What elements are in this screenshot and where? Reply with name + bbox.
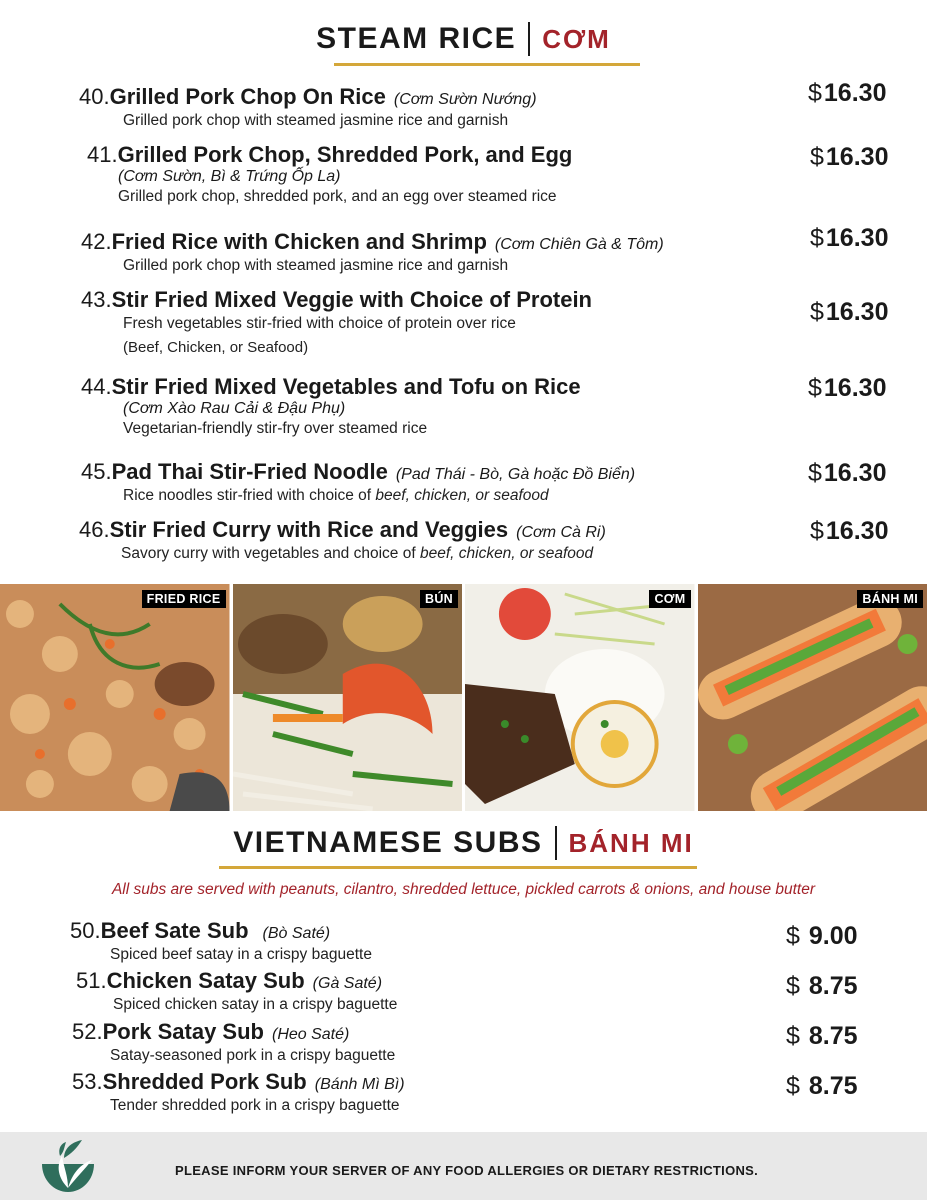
item-price: $16.30	[810, 224, 889, 252]
subs-note: All subs are served with peanuts, cilantro, shredded lettuce, pickled carrots & onions, and house butter	[111, 881, 816, 898]
menu-item	[87, 142, 572, 206]
item-price: $ 8.75	[786, 972, 858, 1000]
item-name-vi: (Cơm Sườn, Bì & Trứng Ốp La)	[118, 168, 341, 185]
item-name: Chicken Satay Sub	[106, 968, 305, 993]
item-number: 53.	[72, 1069, 103, 1094]
com-photo	[465, 584, 695, 811]
item-number: 40.	[79, 84, 110, 109]
item-name-vi: (Cơm Cà Ri)	[516, 524, 606, 541]
subs-header	[0, 826, 927, 860]
item-name-vi: (Cơm Chiên Gà & Tôm)	[494, 236, 664, 253]
header-underline	[219, 866, 697, 869]
steam-rice-header	[0, 22, 927, 56]
item-price: $16.30	[810, 517, 889, 545]
menu-item	[81, 229, 664, 275]
photo-tag: CƠM	[649, 590, 690, 608]
item-number: 45.	[81, 459, 112, 484]
menu-item	[81, 287, 592, 356]
item-name: Shredded Pork Sub	[102, 1069, 307, 1094]
section-title: VIETNAMESE SUBS	[233, 826, 543, 859]
item-name: Grilled Pork Chop, Shredded Pork, and Egg	[117, 142, 573, 167]
item-description: Tender shredded pork in a crispy baguette	[110, 1097, 400, 1114]
item-description: Grilled pork chop with steamed jasmine rice and garnish	[123, 112, 509, 129]
banh-mi-photo	[698, 584, 927, 811]
item-name-vi: (Pad Thái - Bò, Gà hoặc Đồ Biển)	[395, 466, 636, 483]
item-price: $16.30	[810, 298, 889, 326]
food-photo-strip	[0, 584, 927, 811]
allergy-footer	[0, 1132, 927, 1200]
item-number: 46.	[79, 517, 110, 542]
item-number: 51.	[76, 968, 107, 993]
item-name: Stir Fried Mixed Vegetables and Tofu on Rice	[111, 374, 581, 399]
item-number: 52.	[72, 1019, 103, 1044]
item-price: $ 8.75	[786, 1022, 858, 1050]
item-number: 44.	[81, 374, 112, 399]
item-name-vi: (Cơm Xào Rau Cải & Đậu Phụ)	[123, 400, 346, 417]
item-number: 43.	[81, 287, 112, 312]
bowl-leaf-logo-icon	[38, 1138, 98, 1196]
item-name-vi: (Bánh Mì Bì)	[314, 1076, 405, 1093]
section-title: STEAM RICE	[316, 22, 517, 55]
fried-rice-photo	[0, 584, 230, 811]
item-price: $16.30	[808, 374, 887, 402]
section-title-vi: BÁNH MI	[568, 827, 694, 858]
item-name-vi: (Heo Saté)	[271, 1026, 350, 1043]
menu-item	[70, 918, 372, 964]
item-name-vi: (Bò Saté)	[262, 925, 331, 942]
item-price: $16.30	[808, 459, 887, 487]
menu-item	[81, 459, 635, 505]
menu-item	[81, 374, 581, 438]
item-name: Pad Thai Stir-Fried Noodle	[111, 459, 388, 484]
item-description: Spiced chicken satay in a crispy baguette	[113, 996, 398, 1013]
item-name: Grilled Pork Chop On Rice	[109, 84, 386, 109]
menu-item	[72, 1069, 405, 1115]
menu-item	[76, 968, 397, 1014]
photo-tag: BÚN	[420, 590, 458, 608]
item-name-vi: (Gà Saté)	[312, 975, 383, 992]
photo-tag: BÁNH MI	[857, 590, 923, 608]
item-description: Fresh vegetables stir-fried with choice of protein over rice	[123, 315, 516, 332]
item-description: Spiced beef satay in a crispy baguette	[110, 946, 372, 963]
section-title-vi: CƠM	[542, 23, 611, 54]
item-price: $16.30	[810, 143, 889, 171]
item-description: Vegetarian-friendly stir-fry over steamed rice	[123, 420, 428, 437]
item-name: Stir Fried Curry with Rice and Veggies	[109, 517, 509, 542]
item-name: Stir Fried Mixed Veggie with Choice of Protein	[111, 287, 592, 312]
header-underline	[334, 63, 640, 66]
item-price: $ 9.00	[786, 922, 858, 950]
item-description-protein: (Beef, Chicken, or Seafood)	[123, 339, 309, 356]
item-name: Pork Satay Sub	[102, 1019, 264, 1044]
photo-tag: FRIED RICE	[142, 590, 226, 608]
item-number: 42.	[81, 229, 112, 254]
item-name: Fried Rice with Chicken and Shrimp	[111, 229, 487, 254]
allergy-message: PLEASE INFORM YOUR SERVER OF ANY FOOD ALLERGIES OR DIETARY RESTRICTIONS.	[175, 1163, 759, 1178]
item-description: Satay-seasoned pork in a crispy baguette	[110, 1047, 396, 1064]
title-divider	[555, 826, 557, 860]
item-description: Rice noodles stir-fried with choice of beef, chicken, or seafood	[123, 487, 549, 504]
item-price: $16.30	[808, 79, 887, 107]
item-name: Beef Sate Sub	[100, 918, 249, 943]
bun-photo	[233, 584, 463, 811]
item-description: Grilled pork chop, shredded pork, and an egg over steamed rice	[118, 188, 557, 205]
item-number: 50.	[70, 918, 101, 943]
item-name-vi: (Cơm Sườn Nướng)	[393, 91, 537, 108]
item-number: 41.	[87, 142, 118, 167]
menu-item	[72, 1019, 395, 1065]
menu-item	[79, 517, 606, 563]
item-description: Grilled pork chop with steamed jasmine rice and garnish	[123, 257, 509, 274]
item-description: Savory curry with vegetables and choice of beef, chicken, or seafood	[121, 545, 594, 562]
menu-item	[79, 84, 537, 130]
item-price: $ 8.75	[786, 1072, 858, 1100]
title-divider	[528, 22, 530, 56]
